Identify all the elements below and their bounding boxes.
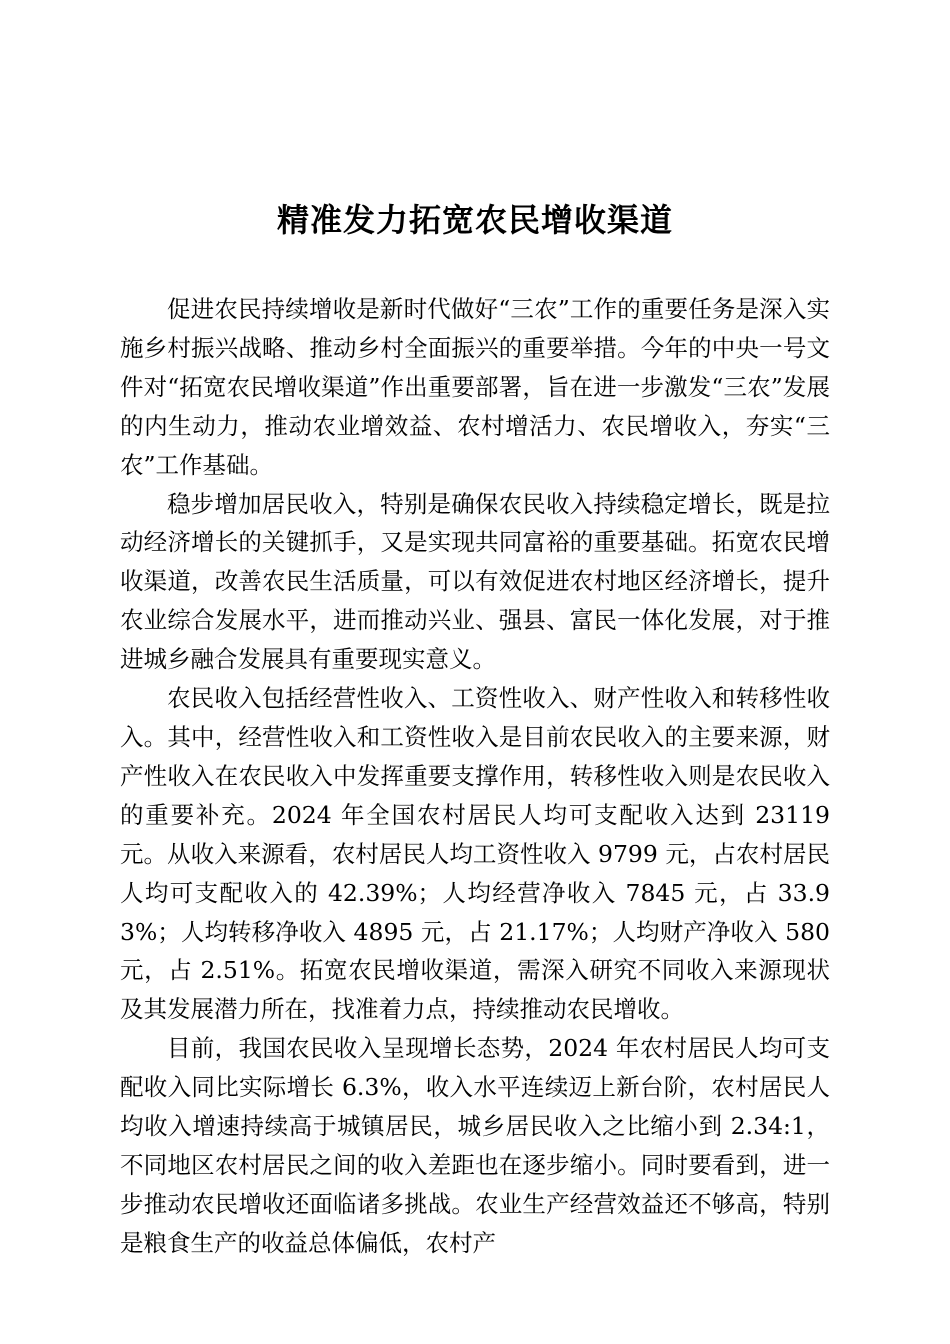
document-body bbox=[120, 290, 830, 1263]
paragraph-3: 农民收入包括经营性收入、工资性收入、财产性收入和转移性收入。其中，经营性收入和工资性收入是目前农民收入的主要来源，财产性收入在农民收入中发挥重要支撑作用，转移性收入则是农民收入的重要补充。2024 年全国农村居民人均可支配收入达到 23119 元。从收入来源看，农村居民人均工资性收入 9799 元，占农村居民人均可支配收入的 42.39%；人均经营净收入 7845 元，占 33.93%；人均转移净收入 4895 元，占 21.17%；人均财产净收入 580 元，占 2.51%。拓宽农民增收渠道，需深入研究不同收入来源现状及其发展潜力所在，找准着力点，持续推动农民增收。 bbox=[120, 684, 830, 1024]
paragraph-2: 稳步增加居民收入，特别是确保农民收入持续稳定增长，既是拉动经济增长的关键抓手，又是实现共同富裕的重要基础。拓宽农民增收渠道，改善农民生活质量，可以有效促进农村地区经济增长，提升农业综合发展水平，进而推动兴业、强县、富民一体化发展，对于推进城乡融合发展具有重要现实意义。 bbox=[120, 489, 830, 674]
paragraph-4: 目前，我国农民收入呈现增长态势，2024 年农村居民人均可支配收入同比实际增长 6.3%，收入水平连续迈上新台阶，农村居民人均收入增速持续高于城镇居民，城乡居民收入之比缩小到 2.34:1，不同地区农村居民之间的收入差距也在逐步缩小。同时要看到，进一步推动农民增收还面临诸多挑战。农业生产经营效益还不够高，特别是粮食生产的收益总体偏低，农村产 bbox=[120, 1034, 830, 1257]
document-title: 精准发力拓宽农民增收渠道 bbox=[276, 201, 673, 239]
paragraph-1: 促进农民持续增收是新时代做好“三农”工作的重要任务是深入实施乡村振兴战略、推动乡村全面振兴的重要举措。今年的中央一号文件对“拓宽农民增收渠道”作出重要部署，旨在进一步激发“三农”发展的内生动力，推动农业增效益、农村增活力、农民增收入，夯实“三农”工作基础。 bbox=[120, 295, 830, 479]
